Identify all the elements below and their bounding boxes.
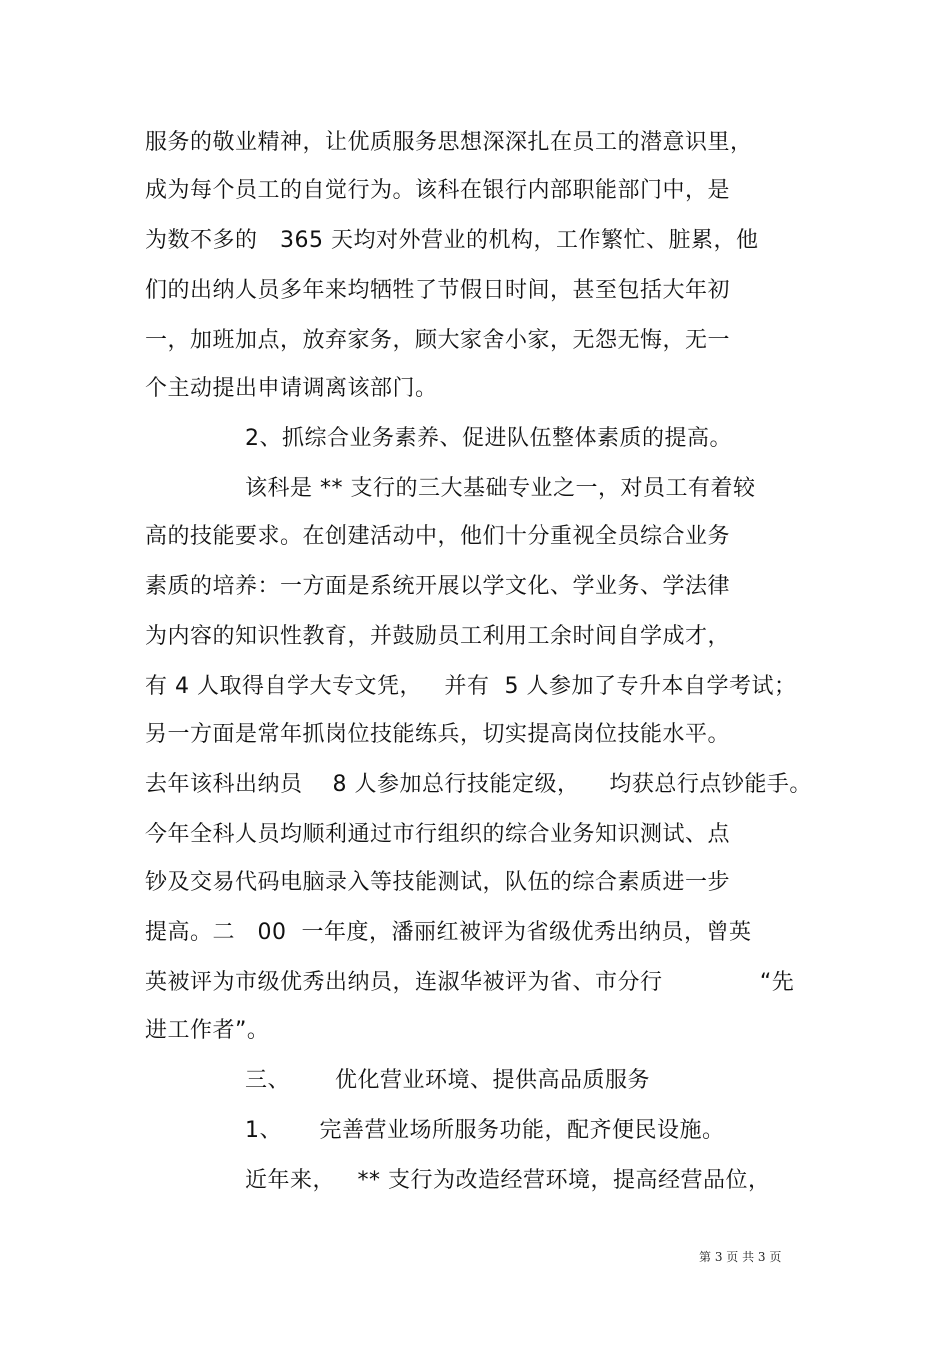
text-line-3: 为数不多的 365 天均对外营业的机构，工作繁忙、脏累，他 [145,228,759,253]
page-number: 第 3 页 共 3 页 [699,1250,782,1264]
text-line-22: 近年来， ** 支行为改造经营环境，提高经营品位， [245,1168,771,1193]
text-line-19: 进工作者”。 [145,1018,270,1043]
text-line-4: 们的出纳人员多年来均牺牲了节假日时间，甚至包括大年初 [145,278,731,303]
text-line-2: 成为每个员工的自觉行为。该科在银行内部职能部门中，是 [145,178,731,203]
text-line-1: 服务的敬业精神，让优质服务思想深深扎在员工的潜意识里， [145,130,753,155]
section-heading-3: 三、 优化营业环境、提供高品质服务 [245,1068,650,1093]
text-line-10: 素质的培养：一方面是系统开展以学文化、学业务、学法律 [145,574,731,599]
text-line-5: 一，加班加点，放弃家务，顾大家舍小家，无怨无悔，无一 [145,328,731,353]
text-line-9: 高的技能要求。在创建活动中，他们十分重视全员综合业务 [145,524,731,549]
text-line-12: 有 4 人取得自学大专文凭， 并有 5 人参加了专升本自学考试； [145,674,797,699]
text-line-8: 该科是 ** 支行的三大基础专业之一，对员工有着较 [245,476,756,501]
text-line-11: 为内容的知识性教育，并鼓励员工利用工余时间自学成才， [145,624,731,649]
text-line-17: 提高。二 00 一年度，潘丽红被评为省级优秀出纳员，曾英 [145,920,752,945]
section-heading-2: 2、抓综合业务素养、促进队伍整体素质的提高。 [245,426,732,451]
text-line-15: 今年全科人员均顺利通过市行组织的综合业务知识测试、点 [145,822,731,847]
text-line-14: 去年该科出纳员 8 人参加总行技能定级， 均获总行点钞能手。 [145,772,812,797]
text-line-18: 英被评为市级优秀出纳员，连淑华被评为省、市分行 “先 [145,970,795,995]
subsection-heading-1: 1、 完善营业场所服务功能，配齐便民设施。 [245,1118,725,1143]
text-line-6: 个主动提出申请调离该部门。 [145,376,438,401]
text-line-13: 另一方面是常年抓岗位技能练兵，切实提高岗位技能水平。 [145,722,731,747]
text-line-16: 钞及交易代码电脑录入等技能测试，队伍的综合素质进一步 [145,870,731,895]
